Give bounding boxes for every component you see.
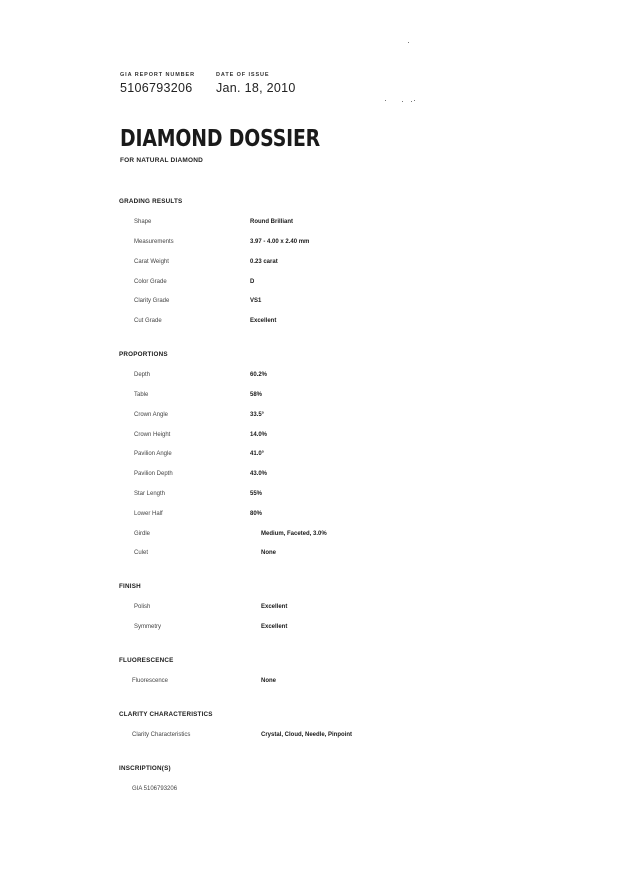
page-title: DIAMOND DOSSIER <box>120 126 321 152</box>
row-label-clarity-characteristics: Clarity Characteristics <box>132 732 191 738</box>
row-value-lower-half: 80% <box>250 511 263 517</box>
scan-speck <box>385 100 386 101</box>
date-of-issue-label: DATE OF ISSUE <box>216 72 270 78</box>
row-label-pavilion-depth: Pavilion Depth <box>134 471 173 477</box>
row-value-clarity-grade: VS1 <box>250 298 262 304</box>
row-label-crown-height: Crown Height <box>134 432 171 438</box>
row-value-star-length: 55% <box>250 491 263 497</box>
row-value-crown-angle: 33.5° <box>250 412 265 418</box>
row-label-lower-half: Lower Half <box>134 511 163 517</box>
row-label-table: Table <box>134 392 149 398</box>
row-value-cut-grade: Excellent <box>250 318 277 324</box>
row-value-color-grade: D <box>250 279 255 285</box>
section-clarity-characteristics: CLARITY CHARACTERISTICS <box>119 711 213 718</box>
row-label-symmetry: Symmetry <box>134 624 161 630</box>
row-label-measurements: Measurements <box>134 239 174 245</box>
scan-speck <box>402 101 403 102</box>
row-label-star-length: Star Length <box>134 491 166 497</box>
scan-speck <box>414 100 415 101</box>
row-label-carat-weight: Carat Weight <box>134 259 169 265</box>
row-label-crown-angle: Crown Angle <box>134 412 169 418</box>
report-number: 5106793206 <box>120 81 193 95</box>
section-proportions: PROPORTIONS <box>119 351 168 358</box>
row-value-polish: Excellent <box>261 604 288 610</box>
row-value-fluorescence: None <box>261 678 276 684</box>
section-inscriptions: INSCRIPTION(S) <box>119 765 171 772</box>
row-value-table: 58% <box>250 392 263 398</box>
row-label-cut-grade: Cut Grade <box>134 318 162 324</box>
row-value-pavilion-depth: 43.0% <box>250 471 268 477</box>
row-label-shape: Shape <box>134 219 152 225</box>
row-value-shape: Round Brilliant <box>250 219 293 225</box>
row-value-depth: 60.2% <box>250 372 268 378</box>
page-subtitle: FOR NATURAL DIAMOND <box>120 157 203 164</box>
report-number-label: GIA REPORT NUMBER <box>120 72 195 78</box>
row-value-carat-weight: 0.23 carat <box>250 259 278 265</box>
row-label-clarity-grade: Clarity Grade <box>134 298 170 304</box>
row-label-polish: Polish <box>134 604 151 610</box>
row-label-color-grade: Color Grade <box>134 279 167 285</box>
section-fluorescence: FLUORESCENCE <box>119 657 174 664</box>
row-value-crown-height: 14.0% <box>250 432 268 438</box>
section-finish: FINISH <box>119 583 141 590</box>
row-label-fluorescence: Fluorescence <box>132 678 169 684</box>
date-of-issue: Jan. 18, 2010 <box>216 81 296 95</box>
scan-speck <box>408 42 409 43</box>
row-value-pavilion-angle: 41.0° <box>250 451 265 457</box>
row-value-culet: None <box>261 550 276 556</box>
inscription-value: GIA 5106793206 <box>132 786 178 792</box>
scan-speck <box>411 101 412 102</box>
row-label-pavilion-angle: Pavilion Angle <box>134 451 172 457</box>
row-value-measurements: 3.97 - 4.00 x 2.40 mm <box>250 239 310 245</box>
row-label-depth: Depth <box>134 372 151 378</box>
row-value-symmetry: Excellent <box>261 624 288 630</box>
row-label-culet: Culet <box>134 550 149 556</box>
row-label-girdle: Girdle <box>134 531 151 537</box>
row-value-girdle: Medium, Faceted, 3.0% <box>261 531 327 537</box>
section-grading-results: GRADING RESULTS <box>119 198 183 205</box>
row-value-clarity-characteristics: Crystal, Cloud, Needle, Pinpoint <box>261 732 353 738</box>
